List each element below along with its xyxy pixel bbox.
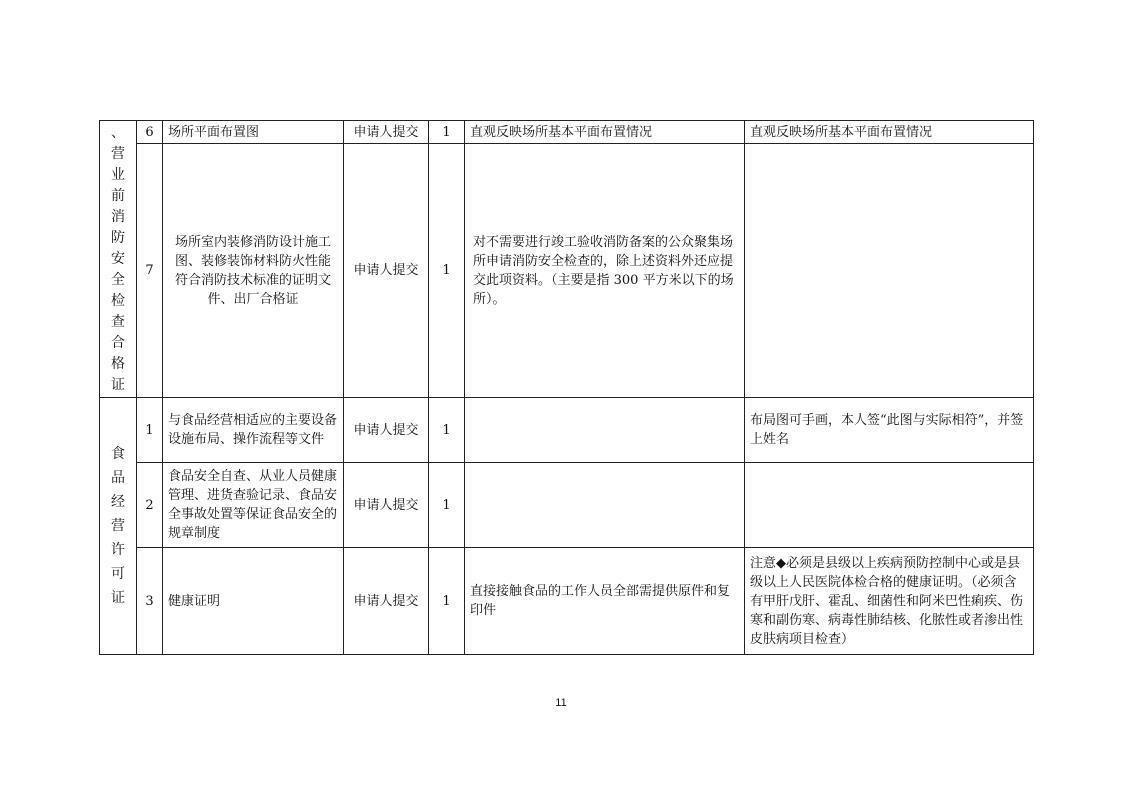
submitter: 申请人提交 [344,548,429,655]
table-row [100,548,1034,655]
section-food-label: 食品经营许可证 [111,446,125,606]
submitter: 申请人提交 [344,398,429,463]
requirement [465,463,745,548]
table-row [100,463,1034,548]
document-name: 食品安全自查、从业人员健康管理、进货查验记录、食品安全事故处置等保证食品安全的规章制度 [163,463,344,548]
remark [745,144,1034,398]
table-row [100,398,1034,463]
page-number: 11 [555,697,567,709]
quantity: 1 [429,463,465,548]
remark [745,463,1034,548]
requirements-table [99,120,1034,655]
remark: 直观反映场所基本平面布置情况 [745,121,1034,144]
row-number: 2 [137,463,163,548]
section-fire-label: 、营业前消防安全检查合格证 [111,124,125,393]
section-food-cell [100,398,137,655]
row-number: 1 [137,398,163,463]
table-row [100,121,1034,144]
submitter: 申请人提交 [344,463,429,548]
table-row [100,144,1034,398]
requirement: 直观反映场所基本平面布置情况 [465,121,745,144]
quantity: 1 [429,398,465,463]
document-name: 与食品经营相适应的主要设备设施布局、操作流程等文件 [163,398,344,463]
document-name: 健康证明 [163,548,344,655]
requirement: 直接接触食品的工作人员全部需提供原件和复印件 [465,548,745,655]
remark: 注意◆必须是县级以上疾病预防控制中心或是县级以上人民医院体检合格的健康证明。（必须含有甲肝戊肝、霍乱、细菌性和阿米巴性痢疾、伤寒和副伤寒、病毒性肺结核、化脓性或者渗出性皮肤病项目检查） [745,548,1034,655]
quantity: 1 [429,121,465,144]
row-number: 7 [137,144,163,398]
document-name: 场所室内装修消防设计施工图、装修装饰材料防火性能符合消防技术标准的证明文件、出厂合格证 [163,144,344,398]
submitter: 申请人提交 [344,144,429,398]
row-number: 6 [137,121,163,144]
section-fire-cell [100,121,137,398]
quantity: 1 [429,144,465,398]
requirement [465,398,745,463]
row-number: 3 [137,548,163,655]
requirement: 对不需要进行竣工验收消防备案的公众聚集场所申请消防安全检查的，除上述资料外还应提交此项资料。（主要是指 300 平方米以下的场所）。 [465,144,745,398]
remark: 布局图可手画，本人签“此图与实际相符”，并签上姓名 [745,398,1034,463]
quantity: 1 [429,548,465,655]
submitter: 申请人提交 [344,121,429,144]
document-name: 场所平面布置图 [163,121,344,144]
